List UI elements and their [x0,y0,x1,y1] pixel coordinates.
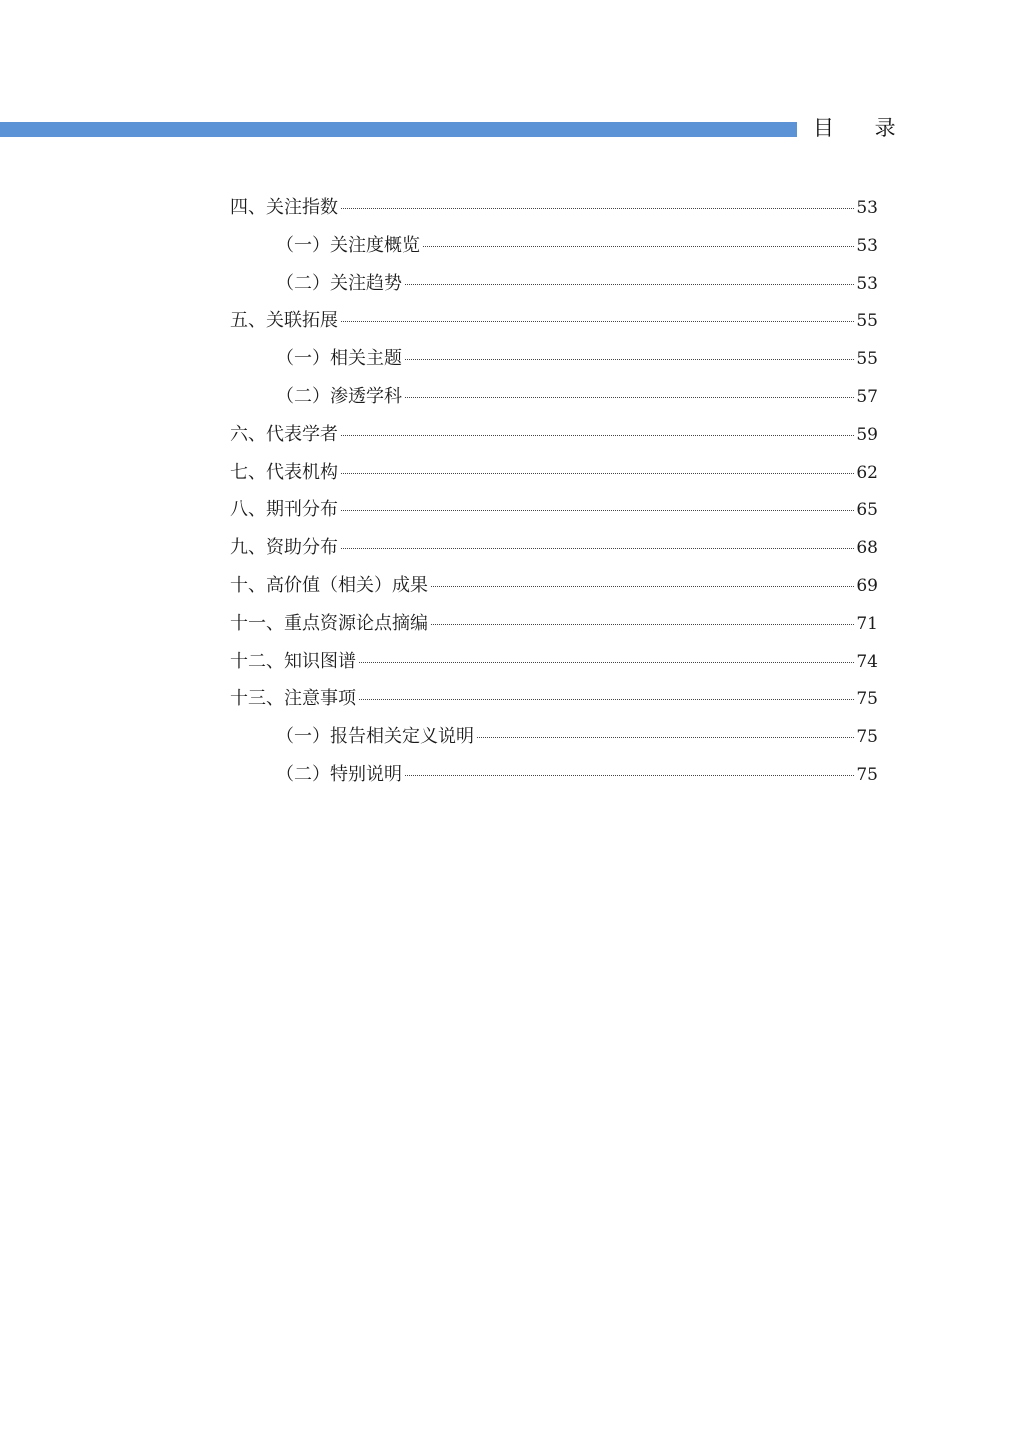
toc-entry-label: 七、代表机构 [230,461,338,483]
toc-leader-dots [341,548,854,549]
toc-entry-page: 65 [856,500,878,521]
toc-entry-page: 53 [856,198,878,218]
header-accent-bar [0,122,797,137]
toc-entry-page: 55 [856,349,878,370]
toc-leader-dots [405,775,854,776]
toc-entry-page: 69 [856,575,878,596]
toc-entry[interactable] [230,231,878,269]
toc-leader-dots [405,284,854,285]
toc-entry-label: （二）渗透学科 [276,385,402,407]
toc-leader-dots [431,586,854,587]
toc-entry-label: 五、关联拓展 [230,310,338,332]
toc-entry-page: 57 [856,386,878,407]
toc-entry-label: 十三、注意事项 [230,688,356,710]
toc-entry-label: （一）相关主题 [276,348,402,370]
toc-leader-dots [341,510,854,511]
toc-leader-dots [359,699,854,700]
toc-entry-page: 55 [856,311,878,332]
toc-entry-page: 53 [856,273,878,294]
toc-entry-page: 62 [856,462,878,483]
table-of-contents [230,193,878,798]
toc-leader-dots [405,359,854,360]
toc-entry[interactable] [230,609,878,647]
toc-entry-page: 59 [856,424,878,445]
toc-entry[interactable] [230,458,878,496]
toc-entry-label: （二）关注趋势 [276,272,402,294]
page-title: 目 录 [813,116,913,140]
toc-entry[interactable] [230,344,878,382]
toc-entry[interactable] [230,269,878,307]
toc-entry[interactable] [230,647,878,685]
toc-entry[interactable] [230,760,878,798]
toc-entry[interactable] [230,684,878,722]
toc-entry-label: 六、代表学者 [230,423,338,445]
toc-entry-label: 四、关注指数 [230,197,338,218]
toc-entry-label: （一）报告相关定义说明 [276,726,474,748]
toc-entry[interactable] [230,382,878,420]
toc-entry[interactable] [230,306,878,344]
toc-entry[interactable] [230,533,878,571]
toc-entry-page: 75 [856,727,878,748]
toc-entry-label: 八、期刊分布 [230,499,338,521]
toc-entry-label: 十、高价值（相关）成果 [230,574,428,596]
toc-entry-label: （二）特别说明 [276,763,402,785]
toc-leader-dots [341,208,854,209]
toc-leader-dots [341,435,854,436]
toc-leader-dots [405,397,854,398]
toc-entry[interactable] [230,495,878,533]
toc-leader-dots [423,246,854,247]
toc-entry-label: 九、资助分布 [230,537,338,559]
toc-entry-page: 53 [856,235,878,256]
toc-leader-dots [341,473,854,474]
toc-entry-page: 71 [856,613,878,634]
toc-leader-dots [359,662,854,663]
toc-entry-page: 74 [856,651,878,672]
toc-entry-label: 十一、重点资源论点摘编 [230,612,428,634]
toc-entry-page: 75 [856,764,878,785]
toc-entry-page: 68 [856,538,878,559]
toc-entry-label: 十二、知识图谱 [230,650,356,672]
toc-leader-dots [431,624,854,625]
toc-leader-dots [477,737,854,738]
toc-entry[interactable] [230,722,878,760]
toc-entry[interactable] [230,193,878,231]
toc-entry-page: 75 [856,689,878,710]
toc-leader-dots [341,321,854,322]
toc-entry-label: （一）关注度概览 [276,234,420,256]
toc-entry[interactable] [230,571,878,609]
toc-entry[interactable] [230,420,878,458]
